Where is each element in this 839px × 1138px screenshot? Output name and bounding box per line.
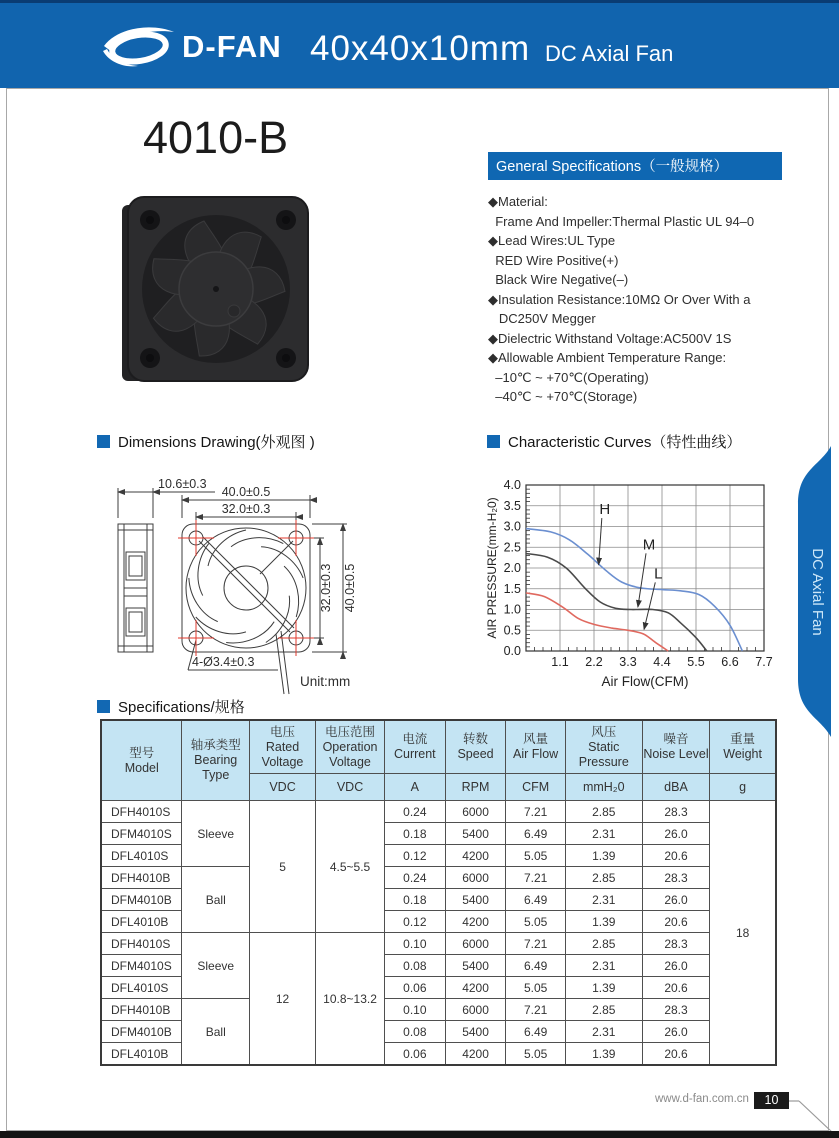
pressure-cell: 2.85 bbox=[565, 801, 642, 823]
model-cell: DFH4010B bbox=[101, 867, 182, 889]
airflow-cell: 7.21 bbox=[506, 801, 565, 823]
airflow-cell: 7.21 bbox=[506, 933, 565, 955]
website-url: www.d-fan.com.cn bbox=[655, 1093, 749, 1105]
bearing-cell: Ball bbox=[182, 999, 249, 1066]
current-cell: 0.18 bbox=[384, 889, 445, 911]
svg-text:3.0: 3.0 bbox=[503, 519, 521, 534]
pressure-cell: 1.39 bbox=[565, 977, 642, 999]
airflow-cell: 5.05 bbox=[506, 1043, 565, 1066]
noise-cell: 28.3 bbox=[642, 933, 709, 955]
model-cell: DFM4010B bbox=[101, 889, 182, 911]
noise-cell: 26.0 bbox=[642, 955, 709, 977]
airflow-cell: 6.49 bbox=[506, 955, 565, 977]
speed-cell: 4200 bbox=[445, 1043, 506, 1066]
current-cell: 0.08 bbox=[384, 955, 445, 977]
fan-swoosh-logo-icon bbox=[100, 21, 178, 73]
airflow-cell: 7.21 bbox=[506, 867, 565, 889]
column-header: 电流 Current bbox=[384, 720, 445, 774]
speed-cell: 5400 bbox=[445, 823, 506, 845]
unit-header: CFM bbox=[506, 774, 565, 801]
current-cell: 0.18 bbox=[384, 823, 445, 845]
svg-text:M: M bbox=[642, 536, 656, 554]
unit-header: VDC bbox=[249, 774, 315, 801]
unit-header: A bbox=[384, 774, 445, 801]
dim-hole-pitch-v: 32.0±0.3 bbox=[319, 563, 333, 613]
current-cell: 0.08 bbox=[384, 1021, 445, 1043]
noise-cell: 26.0 bbox=[642, 1021, 709, 1043]
specs-title-text: Specifications/规格 bbox=[118, 699, 245, 716]
svg-text:1.0: 1.0 bbox=[503, 602, 521, 617]
table-row bbox=[101, 999, 776, 1021]
unit-header: dBA bbox=[642, 774, 709, 801]
general-specs-header: General Specifications（一般规格） bbox=[488, 152, 782, 180]
speed-cell: 6000 bbox=[445, 867, 506, 889]
dimensions-title-text: Dimensions Drawing(外观图 ) bbox=[118, 434, 315, 451]
speed-cell: 5400 bbox=[445, 889, 506, 911]
current-cell: 0.12 bbox=[384, 911, 445, 933]
unit-header: VDC bbox=[316, 774, 385, 801]
noise-cell: 20.6 bbox=[642, 845, 709, 867]
dim-outer-height: 40.0±0.5 bbox=[343, 563, 357, 613]
airflow-cell: 6.49 bbox=[506, 889, 565, 911]
pressure-cell: 2.85 bbox=[565, 999, 642, 1021]
svg-text:3.5: 3.5 bbox=[503, 498, 521, 513]
noise-cell: 28.3 bbox=[642, 801, 709, 823]
spec-line: ◆Insulation Resistance:10MΩ Or Over With a bbox=[488, 291, 751, 307]
unit-header: RPM bbox=[445, 774, 506, 801]
spec-line: ◆Lead Wires:UL Type bbox=[488, 233, 616, 248]
pressure-cell: 2.85 bbox=[565, 933, 642, 955]
speed-cell: 6000 bbox=[445, 933, 506, 955]
brand-name: D-FAN bbox=[182, 29, 282, 64]
product-size-title: 40x40x10mm bbox=[310, 29, 531, 68]
spec-line: Frame And Impeller:Thermal Plastic UL 94–0 bbox=[488, 213, 755, 229]
bearing-cell: Sleeve bbox=[182, 801, 249, 867]
side-tab-label: DC Axial Fan bbox=[809, 548, 826, 636]
spec-line: ◆Allowable Ambient Temperature Range: bbox=[488, 350, 727, 365]
airflow-cell: 7.21 bbox=[506, 999, 565, 1021]
speed-cell: 5400 bbox=[445, 955, 506, 977]
curves-section-title bbox=[487, 431, 741, 452]
spec-line: ◆Material: bbox=[488, 194, 548, 209]
specifications-table bbox=[100, 719, 777, 1066]
noise-cell: 20.6 bbox=[642, 1043, 709, 1066]
blue-square-icon bbox=[97, 435, 110, 448]
svg-text:H: H bbox=[599, 501, 611, 519]
spec-line: RED Wire Positive(+) bbox=[488, 252, 619, 268]
dim-hole-pitch-h: 32.0±0.3 bbox=[221, 502, 271, 516]
unit-header: g bbox=[710, 774, 776, 801]
footer-corner-lines bbox=[789, 1096, 835, 1134]
table-row bbox=[101, 867, 776, 889]
noise-cell: 20.6 bbox=[642, 911, 709, 933]
svg-text:1.5: 1.5 bbox=[503, 581, 521, 596]
table-row bbox=[101, 801, 776, 823]
pressure-cell: 2.31 bbox=[565, 823, 642, 845]
column-header: 风量 Air Flow bbox=[506, 720, 565, 774]
characteristic-curves-chart bbox=[486, 468, 790, 699]
column-header: 风压 Static Pressure bbox=[565, 720, 642, 774]
airflow-cell: 5.05 bbox=[506, 845, 565, 867]
column-header: 转数 Speed bbox=[445, 720, 506, 774]
bearing-cell: Sleeve bbox=[182, 933, 249, 999]
svg-text:2.0: 2.0 bbox=[503, 561, 521, 575]
noise-cell: 20.6 bbox=[642, 977, 709, 999]
spec-line: Black Wire Negative(–) bbox=[488, 272, 629, 287]
noise-cell: 28.3 bbox=[642, 999, 709, 1021]
general-specs-list bbox=[488, 192, 782, 407]
svg-text:L: L bbox=[654, 565, 663, 583]
operation-voltage-cell: 10.8~13.2 bbox=[316, 933, 385, 1066]
speed-cell: 4200 bbox=[445, 911, 506, 933]
model-cell: DFL4010S bbox=[101, 977, 182, 999]
blue-square-icon bbox=[97, 700, 110, 713]
spec-line: –40℃ ~ +70℃(Storage) bbox=[488, 389, 638, 404]
column-header: 电压范围 Operation Voltage bbox=[316, 720, 385, 774]
spec-line: –10℃ ~ +70℃(Operating) bbox=[488, 369, 649, 385]
svg-text:7.7: 7.7 bbox=[755, 655, 773, 669]
airflow-cell: 5.05 bbox=[506, 977, 565, 999]
airflow-cell: 6.49 bbox=[506, 1021, 565, 1043]
speed-cell: 6000 bbox=[445, 801, 506, 823]
model-title: 4010-B bbox=[143, 112, 289, 163]
unit-label: Unit:mm bbox=[300, 674, 351, 689]
blue-square-icon bbox=[487, 435, 500, 448]
speed-cell: 6000 bbox=[445, 999, 506, 1021]
svg-text:0.5: 0.5 bbox=[503, 623, 521, 638]
airflow-cell: 6.49 bbox=[506, 823, 565, 845]
pressure-cell: 2.85 bbox=[565, 867, 642, 889]
current-cell: 0.12 bbox=[384, 845, 445, 867]
svg-text:6.6: 6.6 bbox=[721, 655, 739, 669]
svg-text:Air Flow(CFM): Air Flow(CFM) bbox=[601, 674, 689, 689]
bottom-black-bar bbox=[0, 1131, 839, 1138]
airflow-cell: 5.05 bbox=[506, 911, 565, 933]
current-cell: 0.24 bbox=[384, 801, 445, 823]
unit-header: mmH₂0 bbox=[565, 774, 642, 801]
noise-cell: 28.3 bbox=[642, 867, 709, 889]
pressure-cell: 1.39 bbox=[565, 845, 642, 867]
operation-voltage-cell: 4.5~5.5 bbox=[316, 801, 385, 933]
pressure-cell: 2.31 bbox=[565, 955, 642, 977]
speed-cell: 4200 bbox=[445, 977, 506, 999]
model-cell: DFM4010S bbox=[101, 823, 182, 845]
dimensions-drawing bbox=[100, 462, 410, 700]
brand-logo bbox=[100, 21, 282, 73]
side-tab bbox=[784, 444, 831, 739]
model-cell: DFH4010S bbox=[101, 933, 182, 955]
svg-text:4.0: 4.0 bbox=[503, 478, 521, 492]
pressure-cell: 2.31 bbox=[565, 889, 642, 911]
dim-side-width: 10.6±0.3 bbox=[158, 477, 207, 491]
current-cell: 0.10 bbox=[384, 933, 445, 955]
svg-text:0.0: 0.0 bbox=[503, 644, 521, 658]
svg-text:3.3: 3.3 bbox=[619, 655, 637, 669]
model-cell: DFL4010S bbox=[101, 845, 182, 867]
speed-cell: 5400 bbox=[445, 1021, 506, 1043]
general-specifications bbox=[488, 152, 782, 407]
model-cell: DFM4010S bbox=[101, 955, 182, 977]
current-cell: 0.06 bbox=[384, 977, 445, 999]
bearing-cell: Ball bbox=[182, 867, 249, 933]
svg-text:2.5: 2.5 bbox=[503, 540, 521, 555]
noise-cell: 26.0 bbox=[642, 823, 709, 845]
column-header: 重量 Weight bbox=[710, 720, 776, 774]
column-header: 噪音 Noise Level bbox=[642, 720, 709, 774]
current-cell: 0.06 bbox=[384, 1043, 445, 1066]
current-cell: 0.24 bbox=[384, 867, 445, 889]
model-cell: DFL4010B bbox=[101, 1043, 182, 1066]
header-bar bbox=[0, 0, 839, 88]
column-header: 型号 Model bbox=[101, 720, 182, 801]
model-cell: DFM4010B bbox=[101, 1021, 182, 1043]
spec-line: DC250V Megger bbox=[488, 311, 596, 326]
column-header: 轴承类型 Bearing Type bbox=[182, 720, 249, 801]
speed-cell: 4200 bbox=[445, 845, 506, 867]
rated-voltage-cell: 12 bbox=[249, 933, 315, 1066]
model-cell: DFH4010S bbox=[101, 801, 182, 823]
noise-cell: 26.0 bbox=[642, 889, 709, 911]
page-number-badge: 10 bbox=[754, 1092, 789, 1109]
column-header: 电压 Rated Voltage bbox=[249, 720, 315, 774]
table-row bbox=[101, 933, 776, 955]
product-type-title: DC Axial Fan bbox=[545, 41, 674, 66]
rated-voltage-cell: 5 bbox=[249, 801, 315, 933]
dimensions-section-title bbox=[97, 431, 315, 452]
curves-title-text: Characteristic Curves（特性曲线） bbox=[508, 434, 742, 451]
model-cell: DFH4010B bbox=[101, 999, 182, 1021]
svg-text:AIR PRESSURE(mm-H₂0): AIR PRESSURE(mm-H₂0) bbox=[486, 497, 499, 639]
dim-holes-label: 4-Ø3.4±0.3 bbox=[192, 655, 255, 669]
model-cell: DFL4010B bbox=[101, 911, 182, 933]
weight-cell: 18 bbox=[710, 801, 776, 1066]
fan-product-image bbox=[116, 183, 314, 395]
svg-text:4.4: 4.4 bbox=[653, 655, 671, 669]
dim-outer-width: 40.0±0.5 bbox=[221, 485, 271, 499]
pressure-cell: 2.31 bbox=[565, 1021, 642, 1043]
spec-line: ◆Dielectric Withstand Voltage:AC500V 1S bbox=[488, 330, 732, 346]
svg-text:2.2: 2.2 bbox=[585, 655, 603, 669]
pressure-cell: 1.39 bbox=[565, 1043, 642, 1066]
pressure-cell: 1.39 bbox=[565, 911, 642, 933]
current-cell: 0.10 bbox=[384, 999, 445, 1021]
svg-text:1.1: 1.1 bbox=[551, 655, 569, 669]
svg-text:5.5: 5.5 bbox=[687, 655, 705, 669]
